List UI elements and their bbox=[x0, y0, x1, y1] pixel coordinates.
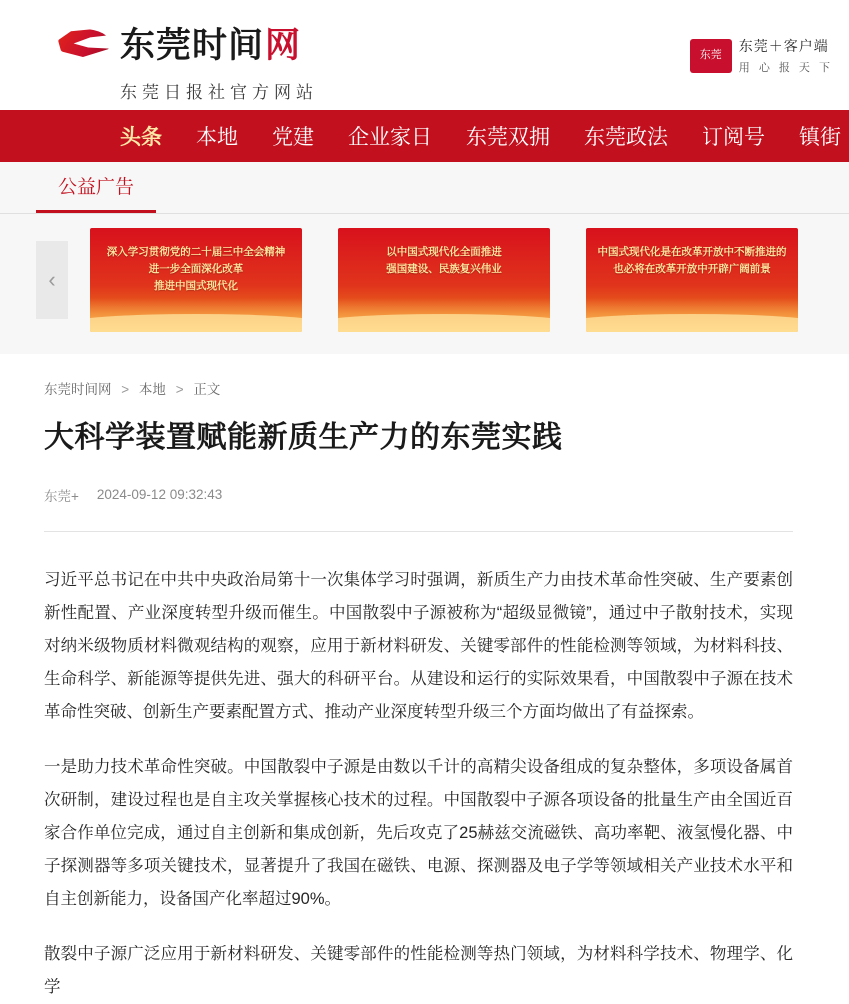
carousel-prev-icon[interactable]: ‹ bbox=[36, 241, 68, 319]
main-navigation bbox=[0, 110, 849, 162]
public-service-ad-section bbox=[0, 162, 849, 354]
logo-row bbox=[56, 18, 301, 68]
breadcrumb-separator-1: > bbox=[121, 382, 130, 397]
ad-banner-2[interactable] bbox=[338, 228, 550, 332]
article-paragraph-1: 习近平总书记在中共中央政治局第十一次集体学习时强调，新质生产力由技术革命性突破、生产要素创新性配置、产业深度转型升级而催生。中国散裂中子源被称为“超级显微镜”，通过中子散射技术，实现对纳米级物质材料微观结构的观察，应用于新材料研发、关键零部件的性能检测等领域，为材料科技、生命科学、新能源等提供先进、强大的科研平台。从建设和运行的实际效果看，中国散裂中子源在技术革命性突破、创新生产要素配置方式、推动产业深度转型升级三个方面均做出了有益探索。 bbox=[44, 570, 793, 721]
nav-item-bendi[interactable]: 本地 bbox=[196, 126, 238, 149]
nav-item-dingyuehao[interactable]: 订阅号 bbox=[702, 126, 765, 149]
nav-item-dongguanzhengfa[interactable]: 东莞政法 bbox=[584, 126, 668, 149]
article-paragraph-2: 一是助力技术革命性突破。中国散裂中子源是由数以千计的高精尖设备组成的复杂整体，多项设备属首次研制，建设过程也是自主攻关掌握核心技术的过程。中国散裂中子源各项设备的批量生产由全国近百家合作单位完成，通过自主创新和集成创新，先后攻克了25赫兹交流磁铁、高功率靶、液氢慢化器、中子探测器等多项关键技术，显著提升了我国在磁铁、电源、探测器及电子学等领域相关产业技术水平和自主创新能力，设备国产化率超过90%。 bbox=[44, 757, 793, 908]
ad-banner-2-text bbox=[380, 244, 508, 278]
nav-item-zhenjie[interactable]: 镇街 bbox=[799, 126, 841, 149]
ad-banner-1[interactable] bbox=[90, 228, 302, 332]
ad-banner-3-line2: 也必将在改革开放中开辟广阔前景 bbox=[613, 262, 771, 275]
ad-banner-1-line1: 深入学习贯彻党的二十届三中全会精神 bbox=[106, 246, 286, 258]
ad-banner-3[interactable] bbox=[586, 228, 798, 332]
logo-text-main: 东莞时间 bbox=[120, 26, 265, 65]
ad-banner-3-line1: 中国式现代化是在改革开放中不断推进的 bbox=[597, 246, 787, 258]
page-title: 大科学装置赋能新质生产力的东莞实践 bbox=[44, 421, 563, 454]
breadcrumb-separator-2: > bbox=[175, 382, 184, 397]
ad-banner-1-line3: 推进中国式现代化 bbox=[154, 279, 238, 292]
article-source: 东莞+ bbox=[44, 488, 79, 504]
breadcrumb-item-current: 正文 bbox=[193, 382, 221, 397]
ad-banner-1-text bbox=[101, 244, 292, 294]
breadcrumb bbox=[44, 370, 793, 412]
logo-text-accent: 网 bbox=[265, 26, 302, 65]
tab-public-service-ads[interactable]: 公益广告 bbox=[36, 172, 156, 213]
article-paragraph-3: 散裂中子源广泛应用于新材料研发、关键零部件的性能检测等热门领域，为材料科学技术、物理学、化学 bbox=[44, 944, 793, 996]
ad-tabbar bbox=[0, 162, 849, 214]
client-badge-text bbox=[739, 36, 833, 75]
client-app-badge[interactable] bbox=[690, 36, 833, 75]
ad-carousel bbox=[0, 214, 849, 332]
logo-subtitle: 东莞日报社官方网站 bbox=[120, 83, 318, 102]
logo-text bbox=[120, 18, 301, 68]
ad-banner-3-decoration bbox=[586, 298, 798, 332]
nav-item-dangjian[interactable]: 党建 bbox=[272, 126, 314, 149]
nav-item-qiyejiari[interactable]: 企业家日 bbox=[348, 126, 432, 149]
article-meta bbox=[44, 485, 793, 505]
article-timestamp: 2024-09-12 09:32:43 bbox=[96, 487, 223, 502]
nav-item-toutiao[interactable]: 头条 bbox=[120, 126, 162, 149]
ad-banner-1-decoration bbox=[90, 298, 302, 332]
article-body bbox=[44, 532, 793, 1004]
nav-item-dongguanshuangyong[interactable]: 东莞双拥 bbox=[466, 126, 550, 149]
client-badge-line1: 东莞＋客户端 bbox=[738, 38, 829, 54]
breadcrumb-item-section[interactable]: 本地 bbox=[138, 382, 166, 397]
ad-banner-3-text bbox=[592, 244, 793, 278]
ad-banner-2-decoration bbox=[338, 298, 550, 332]
client-badge-line2: 用 心 报 天 下 bbox=[738, 62, 833, 74]
ad-banner-2-line1: 以中国式现代化全面推进 bbox=[386, 246, 502, 258]
client-badge-logo-icon: 东莞 bbox=[690, 39, 732, 73]
flame-logo-icon bbox=[56, 21, 112, 65]
article-container bbox=[0, 354, 849, 1004]
ad-card-list bbox=[90, 228, 798, 332]
breadcrumb-item-site[interactable]: 东莞时间网 bbox=[44, 382, 112, 397]
ad-banner-2-line2: 强国建设、民族复兴伟业 bbox=[386, 262, 502, 275]
site-logo[interactable] bbox=[56, 18, 318, 103]
ad-banner-1-line2: 进一步全面深化改革 bbox=[148, 262, 244, 275]
site-header bbox=[0, 0, 849, 110]
